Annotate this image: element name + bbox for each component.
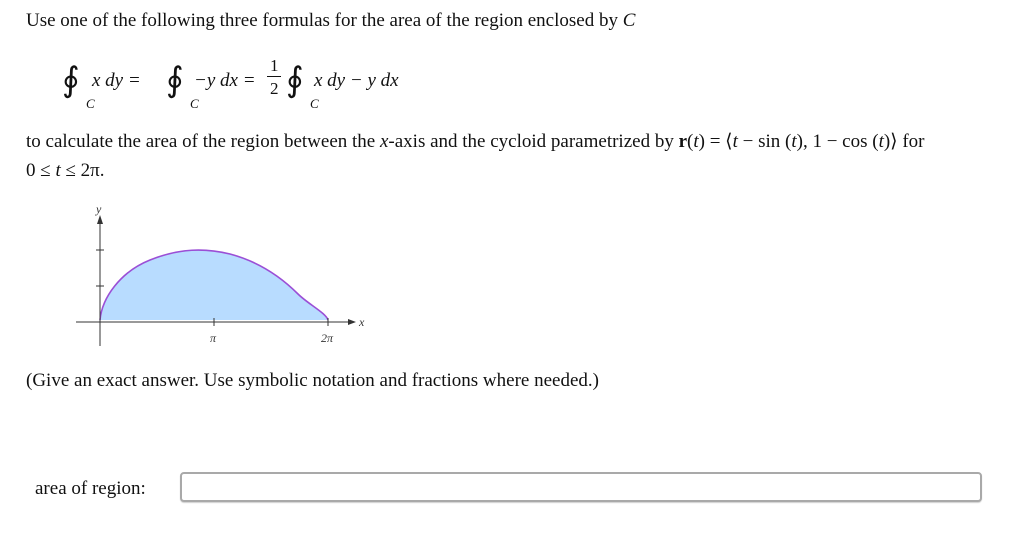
param-expr: ), 1 − cos ( (796, 131, 879, 152)
intro-sentence: Use one of the following three formulas for the area of the region enclosed by (26, 10, 623, 31)
cycloid-graph (60, 198, 380, 358)
param-expr: )⟩ for (883, 131, 925, 152)
param-t: t (693, 131, 699, 152)
formula-term-3: x dy − y dx (314, 70, 399, 91)
x-tick-label-pi: π (210, 331, 217, 345)
param-t: t (55, 160, 61, 181)
param-expr: ( (687, 131, 694, 152)
param-expr: − sin ( (737, 131, 792, 152)
vector-function-r: r (678, 131, 688, 152)
intro-text (26, 10, 635, 32)
fraction-numerator: 1 (270, 56, 279, 75)
contour-integral-symbol: ∮ (62, 62, 80, 99)
integral-subscript: C (190, 96, 199, 111)
contour-integral-symbol: ∮ (166, 62, 184, 99)
x-axis-label: x (359, 315, 365, 329)
fraction-denominator: 2 (270, 79, 279, 98)
fraction-bar (267, 76, 281, 77)
cycloid-region-fill (100, 250, 328, 320)
contour-integral-symbol: ∮ (286, 62, 304, 99)
answer-label: area of region: (35, 478, 146, 499)
integral-subscript: C (310, 96, 319, 111)
param-expr: ) = ⟨ (698, 131, 733, 152)
formula-term-2: −y dx = (194, 70, 256, 91)
area-formulas (62, 58, 442, 112)
y-axis-arrow-icon (97, 215, 103, 224)
y-axis-label: y (96, 202, 102, 216)
integral-subscript: C (86, 96, 95, 111)
axis-variable: x (379, 131, 389, 152)
range-text: ≤ 2π. (60, 160, 105, 181)
curve-symbol: C (622, 10, 636, 31)
formula-term-1: x dy = (92, 70, 141, 91)
task-text: to calculate the area of the region between the (26, 131, 380, 152)
x-tick-label-2pi: 2π (321, 331, 334, 345)
param-t: t (878, 131, 884, 152)
x-axis-arrow-icon (348, 319, 356, 325)
task-text: -axis and the cycloid parametrized by (388, 131, 679, 152)
range-text: 0 ≤ (26, 160, 56, 181)
area-answer-input[interactable] (180, 472, 982, 502)
param-t: t (791, 131, 797, 152)
task-text-line-2 (26, 160, 105, 182)
task-text-line-1 (26, 131, 925, 153)
instruction-note: (Give an exact answer. Use symbolic notation and fractions where needed.) (26, 370, 599, 391)
param-t: t (732, 131, 738, 152)
